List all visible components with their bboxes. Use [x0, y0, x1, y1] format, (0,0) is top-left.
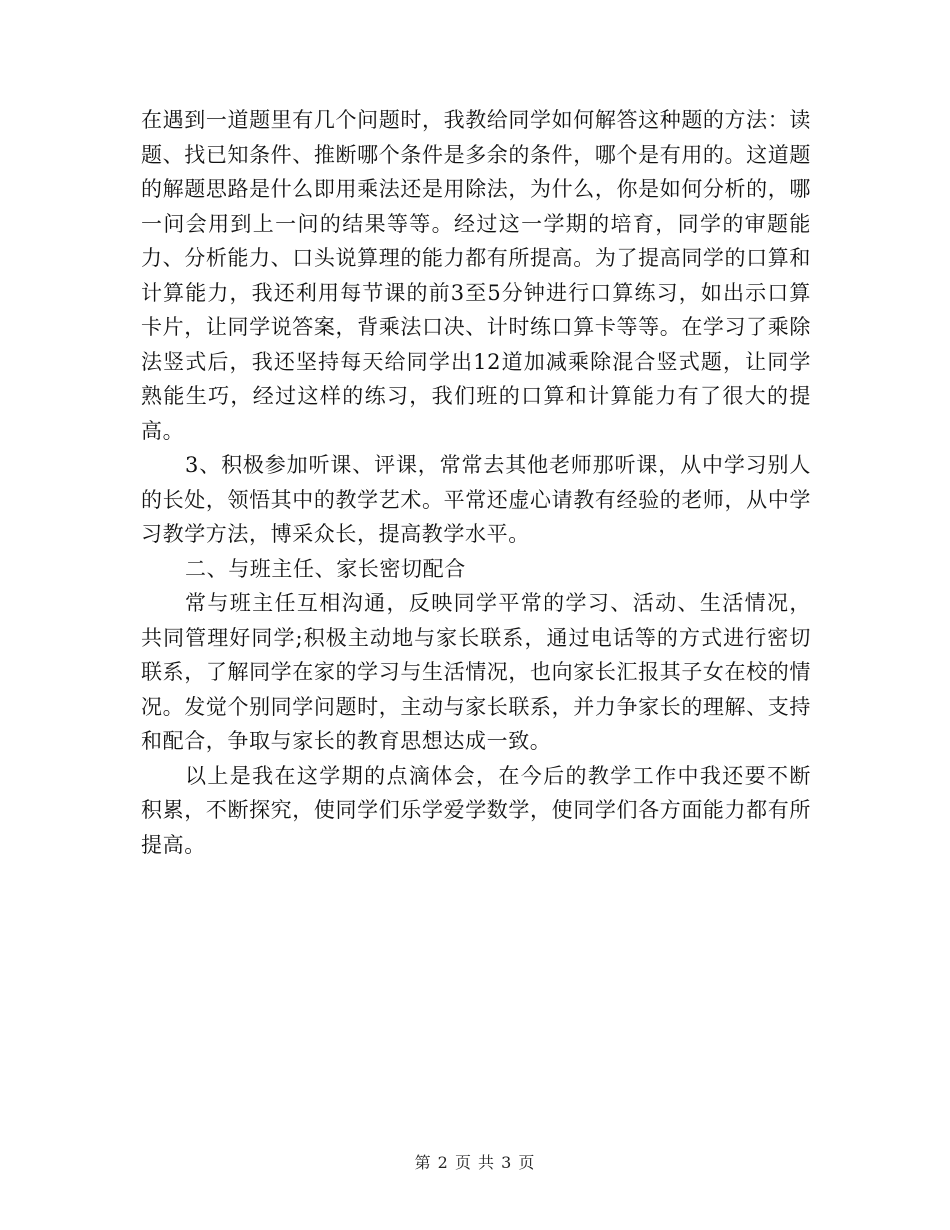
- paragraph-lesson-observation: 3、积极参加听课、评课，常常去其他老师那听课，从中学习别人的长处，领悟其中的教学艺术。平常还虚心请教有经验的老师，从中学习教学方法，博采众长，提高教学水平。: [141, 453, 811, 546]
- document-body: [141, 103, 811, 862]
- section-heading-cooperation: 二、与班主任、家长密切配合: [185, 556, 466, 581]
- paragraph-parent-communication: 常与班主任互相沟通，反映同学平常的学习、活动、生活情况，共同管理好同学;积极主动地与家长联系，通过电话等的方式进行密切联系，了解同学在家的学习与生活情况，也向家长汇报其子女在校的情况。发觉个别同学问题时，主动与家长联系，并力争家长的理解、支持和配合，争取与家长的教育思想达成一致。: [141, 591, 811, 753]
- page-number-footer: 第 2 页 共 3 页: [414, 1153, 536, 1172]
- paragraph-conclusion: 以上是我在这学期的点滴体会，在今后的教学工作中我还要不断积累，不断探究，使同学们乐学爱学数学，使同学们各方面能力都有所提高。: [141, 763, 811, 857]
- paragraph-problem-solving-method: 在遇到一道题里有几个问题时，我教给同学如何解答这种题的方法：读题、找已知条件、推断哪个条件是多余的条件，哪个是有用的。这道题的解题思路是什么即用乘法还是用除法，为什么，你是如何分析的，哪一问会用到上一问的结果等等。经过这一学期的培育，同学的审题能力、分析能力、口头说算理的能力都有所提高。为了提高同学的口算和计算能力，我还利用每节课的前3至5分钟进行口算练习，如出示口算卡片，让同学说答案，背乘法口决、计时练口算卡等等。在学习了乘除法竖式后，我还坚持每天给同学出12道加减乘除混合竖式题，让同学熟能生巧，经过这样的练习，我们班的口算和计算能力有了很大的提高。: [141, 108, 811, 443]
